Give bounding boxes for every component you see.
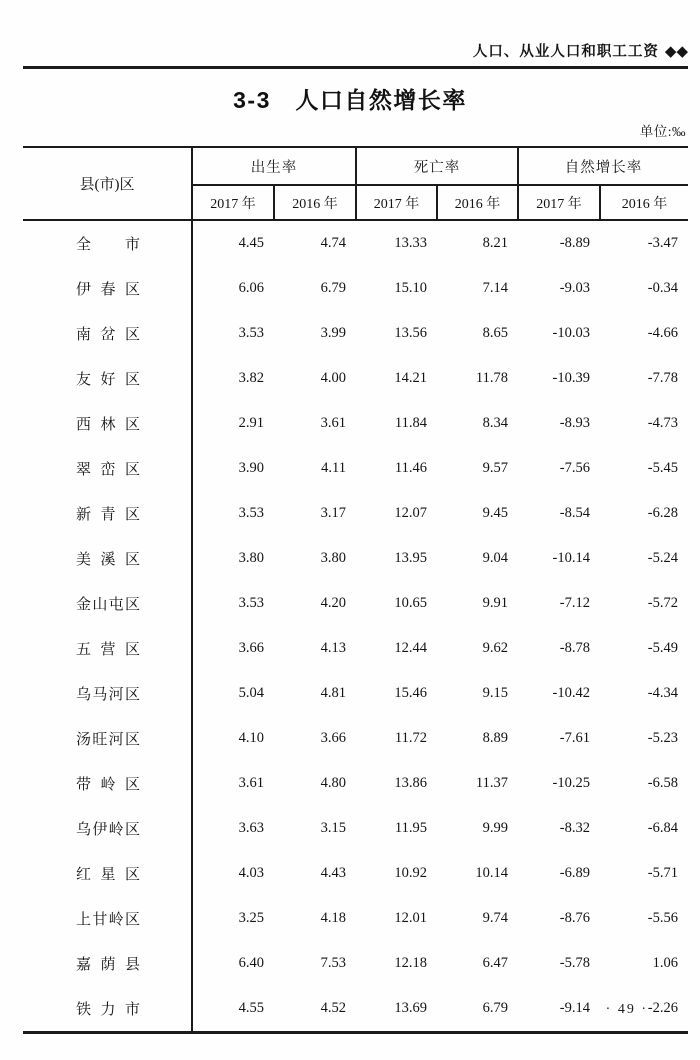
value-cell: 3.15 <box>320 820 346 836</box>
page-title: 3-3 人口自然增长率 <box>233 87 467 113</box>
table-row <box>23 401 688 446</box>
district-name: 乌马河区 <box>76 687 140 703</box>
value-cell: 9.99 <box>482 820 508 836</box>
table-row <box>23 626 688 671</box>
page-number: · 49 · <box>605 1002 648 1017</box>
value-cell: -7.12 <box>559 595 590 611</box>
value-cell: 15.46 <box>394 685 427 701</box>
value-cell: 12.01 <box>394 910 427 926</box>
value-cell: 3.66 <box>238 640 264 656</box>
value-cell: 13.86 <box>394 775 427 791</box>
value-cell: 4.03 <box>238 865 264 881</box>
value-cell: 4.13 <box>320 640 346 656</box>
value-cell: 12.44 <box>394 640 427 656</box>
value-cell: 4.81 <box>320 685 346 701</box>
value-cell: 3.90 <box>238 460 264 476</box>
value-cell: 14.21 <box>394 370 427 386</box>
district-name: 友好区 <box>76 372 140 388</box>
table-row <box>23 671 688 716</box>
value-cell: -8.89 <box>559 235 590 251</box>
value-cell: -10.42 <box>552 685 590 701</box>
value-cell: 4.74 <box>320 235 346 251</box>
data-table <box>23 146 688 1034</box>
value-cell: 9.04 <box>482 550 508 566</box>
header-rule <box>23 66 688 69</box>
value-cell: 10.65 <box>394 595 427 611</box>
value-cell: 9.74 <box>482 910 508 926</box>
value-cell: 11.84 <box>394 415 427 431</box>
value-cell: 8.34 <box>482 415 508 431</box>
value-cell: 12.07 <box>394 505 427 521</box>
value-cell: -4.73 <box>647 415 678 431</box>
value-cell: 4.55 <box>238 1000 264 1016</box>
value-cell: -5.23 <box>647 730 678 746</box>
value-cell: -5.45 <box>647 460 678 476</box>
value-cell: -5.78 <box>559 955 590 971</box>
table-row <box>23 220 688 266</box>
value-cell: 10.14 <box>475 865 508 881</box>
value-cell: 7.14 <box>482 280 508 296</box>
value-cell: -0.34 <box>647 280 678 296</box>
value-cell: 3.80 <box>238 550 264 566</box>
value-cell: -4.66 <box>647 325 678 341</box>
value-cell: 7.53 <box>320 955 346 971</box>
value-cell: 4.45 <box>238 235 264 251</box>
value-cell: 13.56 <box>394 325 427 341</box>
value-cell: 3.53 <box>238 505 264 521</box>
district-name: 美溪区 <box>76 552 140 568</box>
value-cell: 10.92 <box>394 865 427 881</box>
value-cell: 4.20 <box>320 595 346 611</box>
value-cell: -8.78 <box>559 640 590 656</box>
table-row <box>23 581 688 626</box>
value-cell: 3.66 <box>320 730 346 746</box>
column-header-year: 2017 年 <box>356 185 437 220</box>
value-cell: -6.28 <box>647 505 678 521</box>
value-cell: 3.82 <box>238 370 264 386</box>
column-header-district: 县(市)区 <box>23 147 192 220</box>
district-name: 乌伊岭区 <box>76 822 140 838</box>
value-cell: 3.17 <box>320 505 346 521</box>
running-header-text: 人口、从业人口和职工工资 <box>472 44 659 60</box>
value-cell: 4.10 <box>238 730 264 746</box>
table-row <box>23 941 688 986</box>
value-cell: 4.43 <box>320 865 346 881</box>
value-cell: -10.25 <box>552 775 590 791</box>
value-cell: 9.45 <box>482 505 508 521</box>
value-cell: 9.62 <box>482 640 508 656</box>
value-cell: 15.10 <box>394 280 427 296</box>
value-cell: 6.40 <box>238 955 264 971</box>
value-cell: 8.89 <box>482 730 508 746</box>
value-cell: -5.24 <box>647 550 678 566</box>
value-cell: -9.03 <box>559 280 590 296</box>
column-header-year: 2016 年 <box>600 185 688 220</box>
value-cell: 8.65 <box>482 325 508 341</box>
value-cell: -3.47 <box>647 235 678 251</box>
district-name: 红星区 <box>76 867 140 883</box>
value-cell: -7.56 <box>559 460 590 476</box>
value-cell: 4.00 <box>320 370 346 386</box>
value-cell: -5.72 <box>647 595 678 611</box>
value-cell: 3.53 <box>238 595 264 611</box>
value-cell: 5.04 <box>238 685 264 701</box>
district-name: 上甘岭区 <box>76 912 140 928</box>
value-cell: 11.37 <box>475 775 508 791</box>
value-cell: 3.80 <box>320 550 346 566</box>
value-cell: 6.47 <box>482 955 508 971</box>
value-cell: -8.32 <box>559 820 590 836</box>
value-cell: 2.91 <box>238 415 264 431</box>
district-name: 西林区 <box>76 417 140 433</box>
value-cell: 6.79 <box>482 1000 508 1016</box>
value-cell: 3.53 <box>238 325 264 341</box>
table-row <box>23 446 688 491</box>
value-cell: -7.61 <box>559 730 590 746</box>
column-group-death-rate: 死亡率 <box>356 147 518 185</box>
district-name: 翠峦区 <box>76 462 140 478</box>
column-header-year: 2017 年 <box>518 185 600 220</box>
value-cell: 4.11 <box>321 460 346 476</box>
value-cell: 13.69 <box>394 1000 427 1016</box>
table-row <box>23 986 688 1033</box>
value-cell: 3.63 <box>238 820 264 836</box>
column-header-year: 2016 年 <box>437 185 518 220</box>
table-row <box>23 266 688 311</box>
group-header-row <box>23 147 688 185</box>
column-header-year: 2017 年 <box>192 185 274 220</box>
value-cell: -5.71 <box>647 865 678 881</box>
column-group-natural-growth-rate: 自然增长率 <box>518 147 688 185</box>
table-header <box>23 147 688 220</box>
table-row <box>23 716 688 761</box>
value-cell: 3.25 <box>238 910 264 926</box>
value-cell: 3.61 <box>238 775 264 791</box>
column-group-birth-rate: 出生率 <box>192 147 356 185</box>
value-cell: -7.78 <box>647 370 678 386</box>
value-cell: -8.54 <box>559 505 590 521</box>
value-cell: 4.18 <box>320 910 346 926</box>
value-cell: 13.95 <box>394 550 427 566</box>
unit-label: 单位:‰ <box>639 124 686 139</box>
value-cell: 11.72 <box>394 730 427 746</box>
district-name: 金山屯区 <box>76 597 140 613</box>
value-cell: 13.33 <box>394 235 427 251</box>
table-row <box>23 536 688 581</box>
table-body <box>23 220 688 1033</box>
value-cell: -2.26 <box>647 1000 678 1016</box>
value-cell: 11.78 <box>475 370 508 386</box>
value-cell: 1.06 <box>652 955 678 971</box>
table-row <box>23 761 688 806</box>
value-cell: -9.14 <box>559 1000 590 1016</box>
value-cell: 4.80 <box>320 775 346 791</box>
value-cell: 3.61 <box>320 415 346 431</box>
diamond-icons: ◆◆ <box>664 43 688 60</box>
value-cell: 4.52 <box>320 1000 346 1016</box>
table-row <box>23 356 688 401</box>
table-row <box>23 311 688 356</box>
value-cell: -8.93 <box>559 415 590 431</box>
value-cell: 11.95 <box>394 820 427 836</box>
column-header-year: 2016 年 <box>274 185 356 220</box>
value-cell: -8.76 <box>559 910 590 926</box>
value-cell: -6.58 <box>647 775 678 791</box>
value-cell: -5.49 <box>647 640 678 656</box>
value-cell: -5.56 <box>647 910 678 926</box>
value-cell: -6.84 <box>647 820 678 836</box>
value-cell: -4.34 <box>647 685 678 701</box>
district-name: 铁力市 <box>76 1002 140 1018</box>
table-row <box>23 851 688 896</box>
value-cell: 12.18 <box>394 955 427 971</box>
table-row <box>23 806 688 851</box>
value-cell: 11.46 <box>394 460 427 476</box>
table-row <box>23 491 688 536</box>
value-cell: -10.14 <box>552 550 590 566</box>
running-header <box>473 40 688 61</box>
district-name: 南岔区 <box>76 327 140 343</box>
district-name: 全市 <box>76 237 140 253</box>
district-name: 汤旺河区 <box>76 732 140 748</box>
value-cell: 9.57 <box>482 460 508 476</box>
table-row <box>23 896 688 941</box>
value-cell: 3.99 <box>320 325 346 341</box>
value-cell: 6.79 <box>320 280 346 296</box>
value-cell: 6.06 <box>238 280 264 296</box>
value-cell: -10.03 <box>552 325 590 341</box>
district-name: 嘉荫县 <box>76 957 140 973</box>
district-name: 五营区 <box>76 642 140 658</box>
value-cell: 9.91 <box>482 595 508 611</box>
district-name: 新青区 <box>76 507 140 523</box>
value-cell: -10.39 <box>552 370 590 386</box>
value-cell: 8.21 <box>482 235 508 251</box>
value-cell: -6.89 <box>559 865 590 881</box>
district-name: 带岭区 <box>76 777 140 793</box>
district-name: 伊春区 <box>76 282 140 298</box>
value-cell: 9.15 <box>482 685 508 701</box>
